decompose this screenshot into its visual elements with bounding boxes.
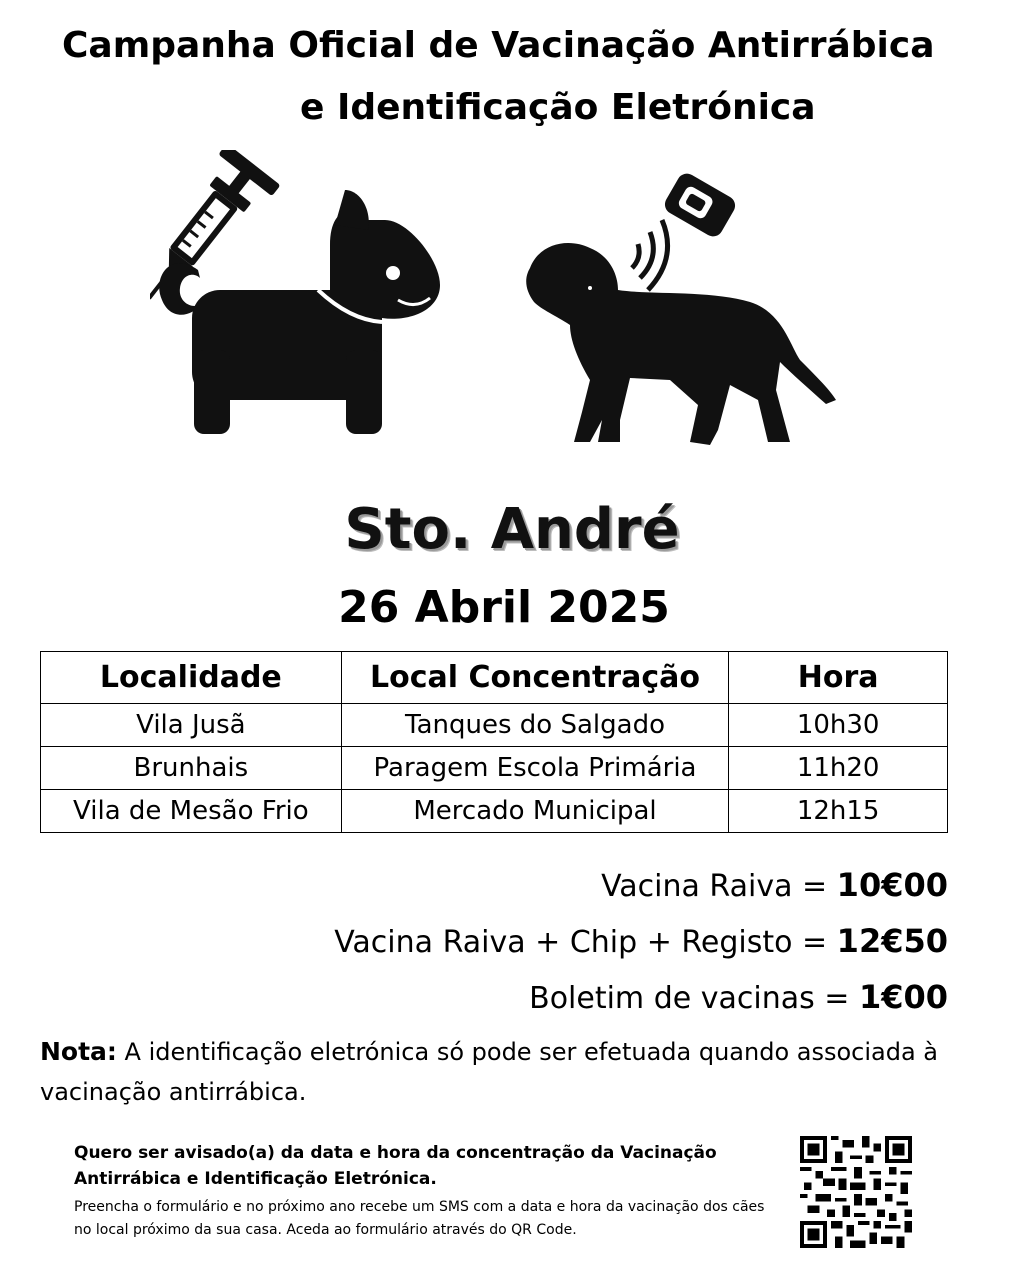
header-hora: Hora (729, 652, 948, 704)
table-header-row (41, 652, 948, 704)
cell-localidade: Vila de Mesão Frio (41, 790, 342, 833)
header-localidade: Localidade (41, 652, 342, 704)
header-local-concentracao: Local Concentração (341, 652, 729, 704)
price-value: 12€50 (836, 922, 948, 960)
note-label: Nota: (40, 1037, 117, 1066)
price-label: Boletim de vacinas = (529, 981, 859, 1016)
price-vaccination-booklet (334, 970, 948, 1026)
table-row (41, 790, 948, 833)
cell-local: Paragem Escola Primária (341, 747, 729, 790)
cell-local: Mercado Municipal (341, 790, 729, 833)
price-value: 1€00 (858, 978, 948, 1016)
illustration (150, 150, 870, 450)
note-text: A identificação eletrónica só pode ser efetuada quando associada à vacinação antirrábica. (40, 1038, 938, 1106)
cell-local: Tanques do Salgado (341, 704, 729, 747)
cell-localidade: Vila Jusã (41, 704, 342, 747)
price-value: 10€00 (836, 866, 948, 904)
price-label: Vacina Raiva + Chip + Registo = (334, 925, 837, 960)
sms-notice (74, 1140, 774, 1242)
sms-body: Preencha o formulário e no próximo ano recebe um SMS com a data e hora da vacinação dos cães no local próximo da sua casa. Aceda ao formulário através do QR Code. (74, 1199, 765, 1238)
price-rabies-vaccine (334, 858, 948, 914)
dog-silhouette-icon (526, 243, 836, 445)
qr-code-icon[interactable] (800, 1136, 912, 1248)
microchip-scanner-icon (632, 170, 739, 290)
price-list (334, 858, 948, 1026)
title-line-1: Campanha Oficial de Vacinação Antirrábica (62, 25, 935, 66)
cell-hora: 12h15 (729, 790, 948, 833)
cell-hora: 10h30 (729, 704, 948, 747)
event-date: 26 Abril 2025 (338, 582, 670, 633)
schedule-table (40, 651, 948, 833)
table-row (41, 704, 948, 747)
sms-heading: Quero ser avisado(a) da data e hora da concentração da Vacinação Antirrábica e Identificação Eletrónica. (74, 1143, 717, 1189)
table-row (41, 747, 948, 790)
price-label: Vacina Raiva = (601, 869, 837, 904)
cell-localidade: Brunhais (41, 747, 342, 790)
cell-hora: 11h20 (729, 747, 948, 790)
event-place: Sto. André (344, 497, 680, 562)
price-vaccine-chip-registry (334, 914, 948, 970)
note (40, 1032, 960, 1112)
title-line-2: e Identificação Eletrónica (300, 87, 816, 128)
